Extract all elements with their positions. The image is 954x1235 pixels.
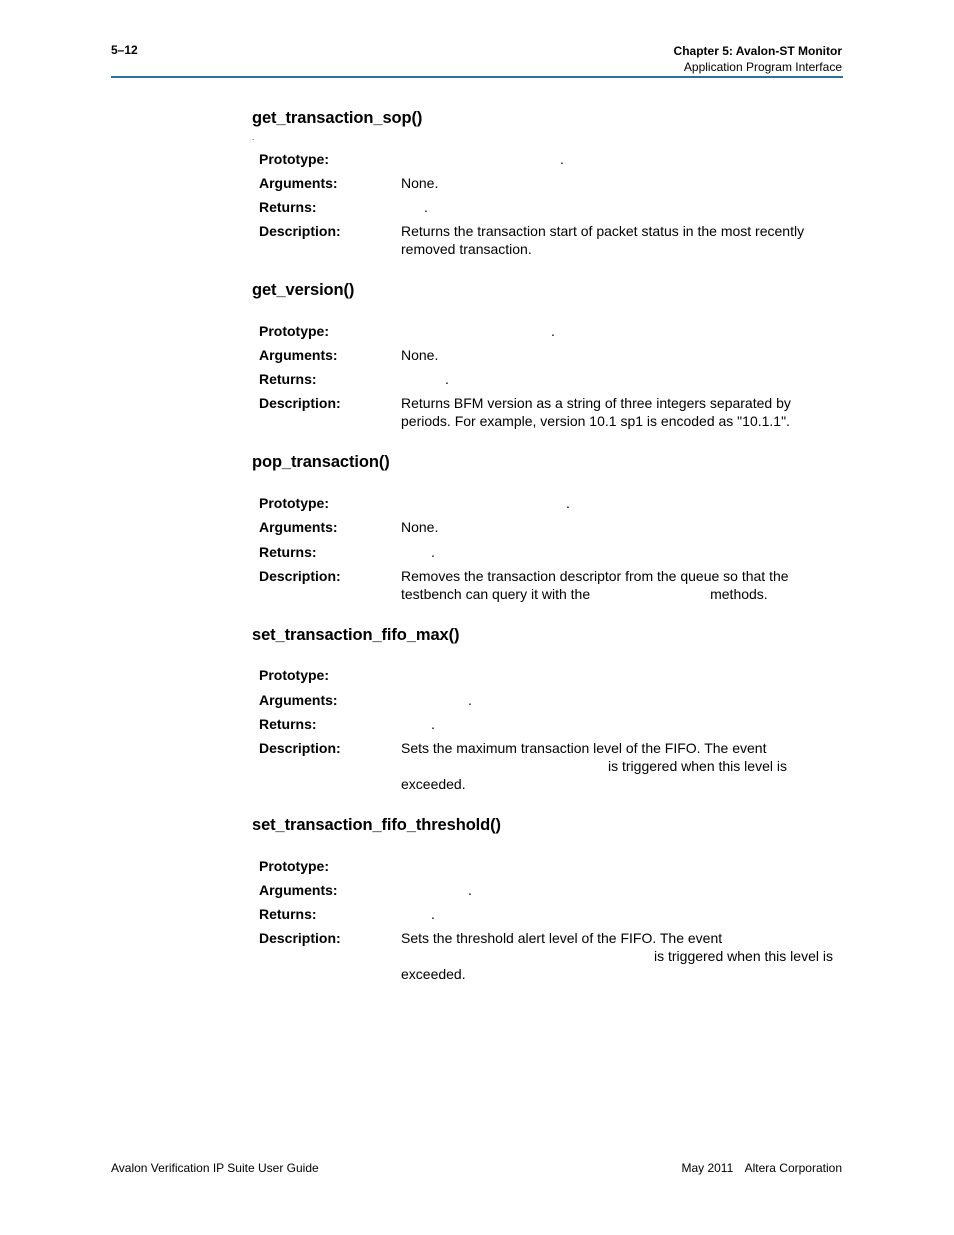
chapter-title: Chapter 5: Avalon-ST Monitor — [673, 44, 842, 58]
page-number: 5–12 — [111, 43, 138, 57]
description-line-2: is triggered when this level is — [654, 948, 833, 964]
period: . — [431, 544, 435, 560]
period: . — [431, 906, 435, 922]
api-heading: get_version() — [252, 281, 355, 299]
description-line-3: exceeded. — [401, 776, 466, 792]
returns-label: Returns: — [259, 544, 317, 560]
footer-company: Altera Corporation — [744, 1161, 842, 1175]
prototype-label: Prototype: — [259, 151, 329, 167]
returns-label: Returns: — [259, 716, 317, 732]
prototype-label: Prototype: — [259, 858, 329, 874]
returns-label: Returns: — [259, 199, 317, 215]
api-heading: set_transaction_fifo_max() — [252, 626, 460, 644]
period: . — [431, 716, 435, 732]
arguments-label: Arguments: — [259, 347, 338, 363]
description-label: Description: — [259, 395, 341, 411]
description-part-2: methods. — [710, 586, 768, 602]
api-heading: pop_transaction() — [252, 453, 390, 471]
api-section-set-transaction-fifo-max — [252, 625, 852, 792]
prototype-label: Prototype: — [259, 495, 329, 511]
api-heading: set_transaction_fifo_threshold() — [252, 816, 501, 834]
description-line-3: exceeded. — [401, 966, 466, 982]
running-header — [674, 43, 842, 75]
api-section-set-transaction-fifo-threshold — [252, 815, 852, 982]
api-section-pop-transaction — [252, 452, 852, 602]
returns-label: Returns: — [259, 371, 317, 387]
section-title: Application Program Interface — [683, 60, 842, 74]
arguments-label: Arguments: — [259, 882, 338, 898]
prototype-label: Prototype: — [259, 667, 329, 683]
period: . — [445, 371, 449, 387]
description-text — [401, 929, 841, 983]
description-text: Returns BFM version as a string of three integers separated by periods. For example, version 10.1 sp1 is encoded as "10.1.1". — [401, 395, 791, 429]
description-part-1: Removes the transaction descriptor from the queue so that the testbench can query it with the — [401, 568, 789, 602]
description-line-1: Sets the maximum transaction level of the FIFO. The event — [401, 740, 767, 756]
arguments-label: Arguments: — [259, 519, 338, 535]
api-heading: get_transaction_sop() — [252, 109, 423, 127]
description-line-1: Sets the threshold alert level of the FIFO. The event — [401, 930, 723, 946]
period: . — [560, 151, 564, 167]
description-label: Description: — [259, 740, 341, 756]
arguments-value: None. — [401, 175, 439, 191]
description-label: Description: — [259, 930, 341, 946]
period: . — [468, 692, 472, 708]
description-label: Description: — [259, 568, 341, 584]
period: . — [424, 199, 428, 215]
api-section-get-transaction-sop — [252, 108, 852, 257]
stray-mark: . — [252, 133, 255, 142]
description-text — [401, 739, 841, 793]
header-rule — [111, 76, 843, 78]
returns-label: Returns: — [259, 906, 317, 922]
description-line-2: is triggered when this level is — [608, 758, 787, 774]
arguments-label: Arguments: — [259, 175, 338, 191]
api-section-get-version — [252, 280, 852, 429]
arguments-label: Arguments: — [259, 692, 338, 708]
description-text: Returns the transaction start of packet status in the most recently removed transaction. — [401, 223, 805, 257]
description-label: Description: — [259, 223, 341, 239]
arguments-value: None. — [401, 519, 439, 535]
period: . — [566, 495, 570, 511]
footer-date: May 2011 — [681, 1161, 734, 1175]
footer-guide-title: Avalon Verification IP Suite User Guide — [111, 1161, 319, 1175]
arguments-value: None. — [401, 347, 439, 363]
prototype-label: Prototype: — [259, 323, 329, 339]
period: . — [551, 323, 555, 339]
description-text — [401, 567, 841, 603]
period: . — [468, 882, 472, 898]
footer-right — [673, 1161, 842, 1175]
